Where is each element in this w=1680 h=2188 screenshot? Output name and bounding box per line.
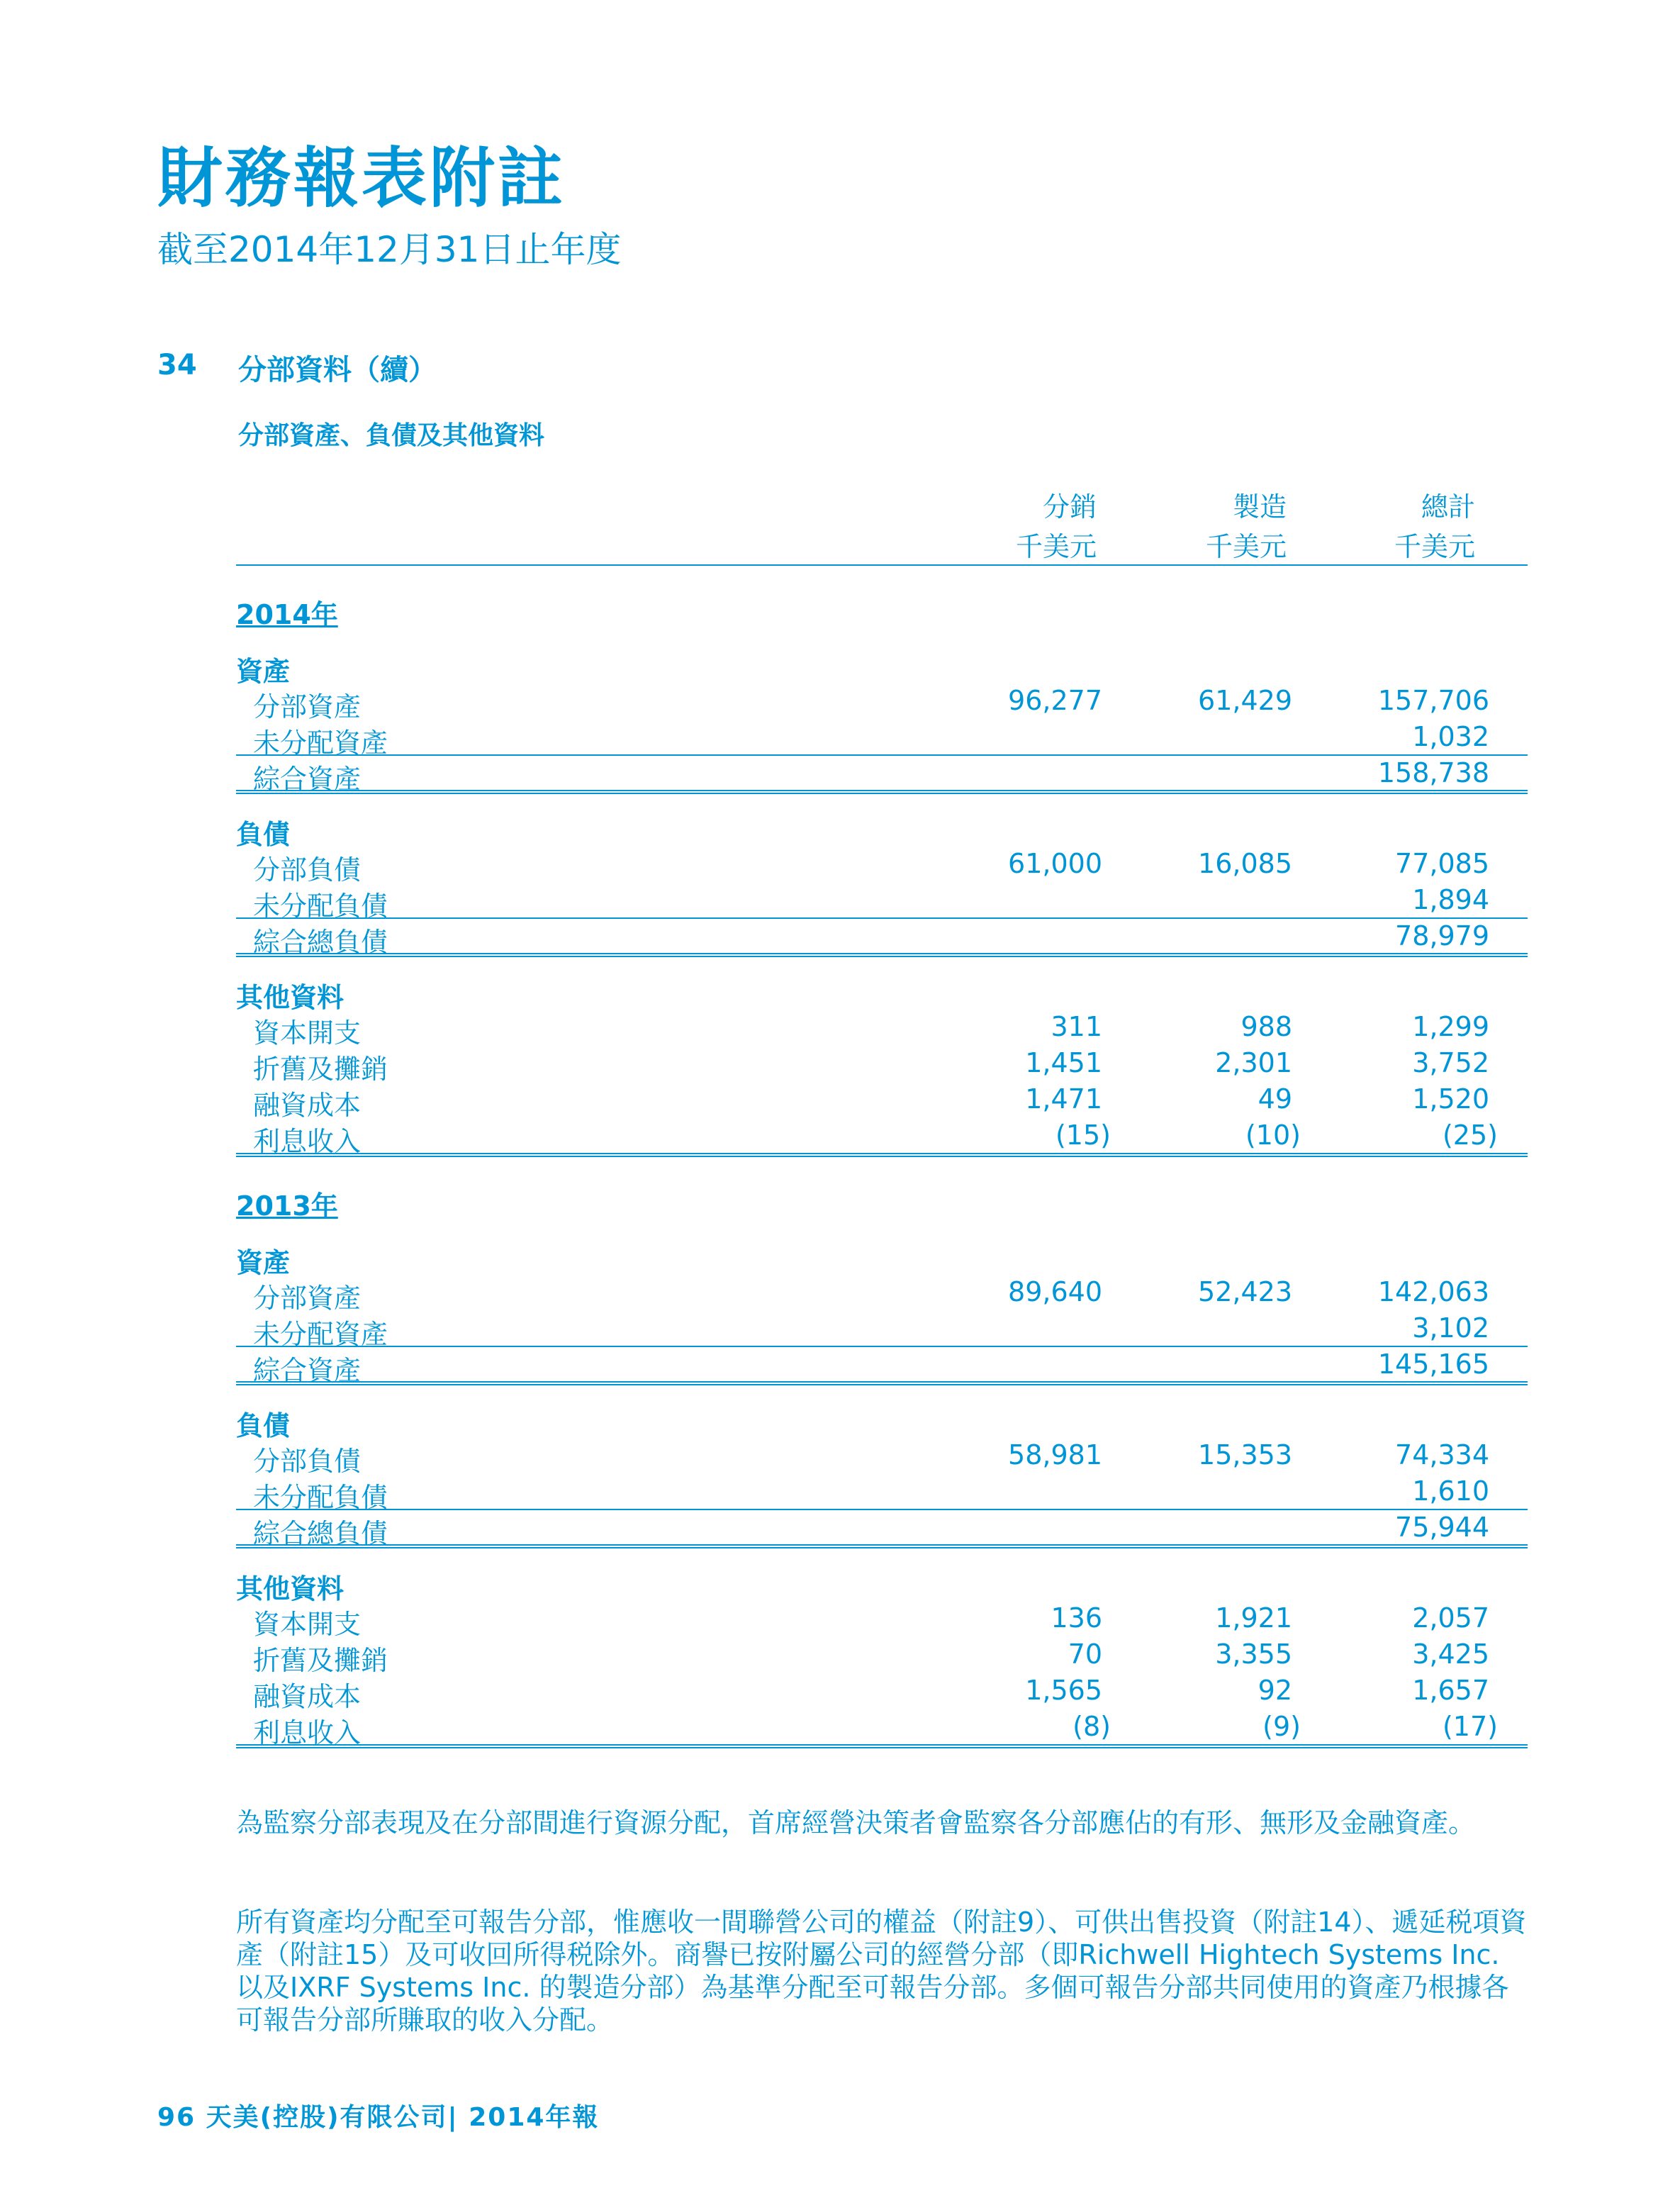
row-label: 資本開支 bbox=[253, 1609, 362, 1640]
cell-manufacturing: 92 bbox=[1258, 1675, 1292, 1706]
table-row bbox=[236, 1600, 1528, 1640]
cell-distribution: 89,640 bbox=[1008, 1276, 1102, 1307]
table-row bbox=[236, 1708, 1528, 1748]
page-title: 財務報表附註 bbox=[157, 140, 566, 216]
cell-distribution: 1,565 bbox=[1025, 1675, 1102, 1706]
group-label: 負債 bbox=[236, 1410, 291, 1441]
year-label: 2014年 bbox=[236, 599, 338, 630]
table-row bbox=[236, 1473, 1528, 1513]
cell-manufacturing: 49 bbox=[1258, 1083, 1292, 1115]
cell-distribution: 70 bbox=[1068, 1639, 1102, 1670]
cell-manufacturing: 988 bbox=[1241, 1011, 1292, 1042]
cell-distribution: 1,471 bbox=[1025, 1083, 1102, 1115]
cell-total: 3,102 bbox=[1412, 1312, 1489, 1344]
table-row bbox=[236, 1310, 1528, 1350]
segment-table bbox=[236, 481, 1528, 1748]
cell-distribution: 311 bbox=[1051, 1011, 1102, 1042]
table-row bbox=[236, 718, 1528, 759]
cell-total: (17) bbox=[1442, 1711, 1498, 1742]
table-row bbox=[236, 1636, 1528, 1676]
cell-manufacturing: (9) bbox=[1262, 1711, 1301, 1742]
row-label: 分部負債 bbox=[253, 854, 362, 886]
table-row bbox=[236, 1672, 1528, 1712]
cell-distribution: 1,451 bbox=[1025, 1047, 1102, 1078]
row-label: 融資成本 bbox=[253, 1681, 362, 1712]
year-heading-2014 bbox=[236, 586, 1528, 631]
cell-total: 142,063 bbox=[1377, 1276, 1489, 1307]
cell-total: 1,610 bbox=[1412, 1475, 1489, 1507]
group-label: 負債 bbox=[236, 819, 291, 850]
row-label: 折舊及攤銷 bbox=[253, 1054, 388, 1085]
cell-total: 75,944 bbox=[1395, 1512, 1489, 1543]
total-row bbox=[236, 754, 1528, 794]
table-row bbox=[236, 845, 1528, 886]
table-row bbox=[236, 1117, 1528, 1157]
cell-total: 74,334 bbox=[1395, 1439, 1489, 1470]
row-label: 資本開支 bbox=[253, 1017, 362, 1049]
page-footer: 96 天美(控股)有限公司| 2014年報 bbox=[157, 2103, 600, 2132]
note-paragraph-2: 所有資產均分配至可報告分部，惟應收一間聯營公司的權益（附註9）、可供出售投資（附註14）、遞延税項資產（附註15）及可收回所得税除外。商譽已按附屬公司的經營分部（即Richwell Hightech Systems Inc. 以及IXRF Systems Inc. 的製造分部）為基準分配至可報告分部。多個可報告分部共同使用的資產乃根據各可報告分部所賺取的收入分配。 bbox=[236, 1907, 1527, 2036]
note-paragraph-1: 為監察分部表現及在分部間進行資源分配，首席經營決策者會監察各分部應佔的有形、無形及金融資產。 bbox=[236, 1807, 1476, 1838]
cell-manufacturing: 16,085 bbox=[1198, 848, 1292, 879]
cell-manufacturing: (10) bbox=[1245, 1120, 1301, 1151]
group-heading bbox=[236, 1398, 1528, 1441]
cell-manufacturing: 3,355 bbox=[1215, 1639, 1292, 1670]
row-label: 分部資產 bbox=[253, 1283, 362, 1314]
cell-total: 1,032 bbox=[1412, 721, 1489, 752]
cell-distribution: 136 bbox=[1051, 1602, 1102, 1634]
row-label: 分部負債 bbox=[253, 1446, 362, 1477]
row-label: 利息收入 bbox=[253, 1126, 362, 1157]
col-unit-total: 千美元 bbox=[1394, 531, 1475, 562]
row-label: 綜合總負債 bbox=[253, 927, 388, 958]
table-row bbox=[236, 682, 1528, 722]
col-unit-distribution: 千美元 bbox=[1015, 531, 1097, 562]
cell-total: 1,299 bbox=[1412, 1011, 1489, 1042]
total-row bbox=[236, 917, 1528, 957]
cell-total: 145,165 bbox=[1377, 1349, 1489, 1380]
cell-distribution: (8) bbox=[1073, 1711, 1111, 1742]
col-header-total: 總計 bbox=[1421, 491, 1475, 523]
row-label: 綜合資產 bbox=[253, 764, 362, 795]
group-heading bbox=[236, 970, 1528, 1013]
group-heading bbox=[236, 1561, 1528, 1604]
table-header bbox=[236, 481, 1528, 566]
group-heading bbox=[236, 807, 1528, 850]
row-label: 未分配資產 bbox=[253, 1319, 388, 1350]
cell-distribution: 96,277 bbox=[1008, 685, 1102, 716]
cell-total: 78,979 bbox=[1395, 920, 1489, 951]
row-label: 未分配負債 bbox=[253, 891, 388, 922]
col-header-distribution: 分銷 bbox=[1042, 491, 1097, 523]
cell-manufacturing: 1,921 bbox=[1215, 1602, 1292, 1634]
table-row bbox=[236, 1081, 1528, 1121]
group-heading bbox=[236, 1235, 1528, 1278]
row-label: 綜合資產 bbox=[253, 1355, 362, 1386]
cell-total: 1,520 bbox=[1412, 1083, 1489, 1115]
col-unit-manufacturing: 千美元 bbox=[1205, 531, 1287, 562]
row-label: 折舊及攤銷 bbox=[253, 1645, 388, 1676]
cell-total: 157,706 bbox=[1377, 685, 1489, 716]
cell-distribution: (15) bbox=[1055, 1120, 1111, 1151]
cell-distribution: 58,981 bbox=[1008, 1439, 1102, 1470]
group-heading bbox=[236, 644, 1528, 687]
year-heading-2013 bbox=[236, 1177, 1528, 1222]
cell-total: 3,425 bbox=[1412, 1639, 1489, 1670]
table-row bbox=[236, 1008, 1528, 1049]
cell-manufacturing: 52,423 bbox=[1198, 1276, 1292, 1307]
table-row bbox=[236, 1436, 1528, 1477]
cell-manufacturing: 61,429 bbox=[1198, 685, 1292, 716]
year-label: 2013年 bbox=[236, 1190, 338, 1222]
group-label: 資產 bbox=[236, 1247, 291, 1278]
total-row bbox=[236, 1509, 1528, 1548]
total-row bbox=[236, 1346, 1528, 1385]
cell-distribution: 61,000 bbox=[1008, 848, 1102, 879]
cell-total: 77,085 bbox=[1395, 848, 1489, 879]
table-row bbox=[236, 1044, 1528, 1085]
row-label: 綜合總負債 bbox=[253, 1518, 388, 1549]
cell-total: 2,057 bbox=[1412, 1602, 1489, 1634]
group-label: 其他資料 bbox=[236, 982, 345, 1013]
row-label: 利息收入 bbox=[253, 1717, 362, 1748]
row-label: 融資成本 bbox=[253, 1090, 362, 1121]
cell-total: 158,738 bbox=[1377, 757, 1489, 788]
row-label: 分部資產 bbox=[253, 691, 362, 722]
row-label: 未分配負債 bbox=[253, 1482, 388, 1513]
section-subheading: 分部資產、負債及其他資料 bbox=[238, 421, 545, 450]
page-subtitle: 截至2014年12月31日止年度 bbox=[157, 229, 622, 270]
section-number: 34 bbox=[157, 349, 197, 381]
cell-manufacturing: 2,301 bbox=[1215, 1047, 1292, 1078]
cell-total: 3,752 bbox=[1412, 1047, 1489, 1078]
row-label: 未分配資產 bbox=[253, 727, 388, 759]
table-row bbox=[236, 881, 1528, 922]
col-header-manufacturing: 製造 bbox=[1232, 491, 1287, 523]
cell-total: (25) bbox=[1442, 1120, 1498, 1151]
cell-manufacturing: 15,353 bbox=[1198, 1439, 1292, 1470]
cell-total: 1,894 bbox=[1412, 884, 1489, 915]
cell-total: 1,657 bbox=[1412, 1675, 1489, 1706]
group-label: 其他資料 bbox=[236, 1573, 345, 1604]
table-row bbox=[236, 1273, 1528, 1314]
group-label: 資產 bbox=[236, 656, 291, 687]
section-title: 分部資料（續） bbox=[238, 354, 437, 386]
